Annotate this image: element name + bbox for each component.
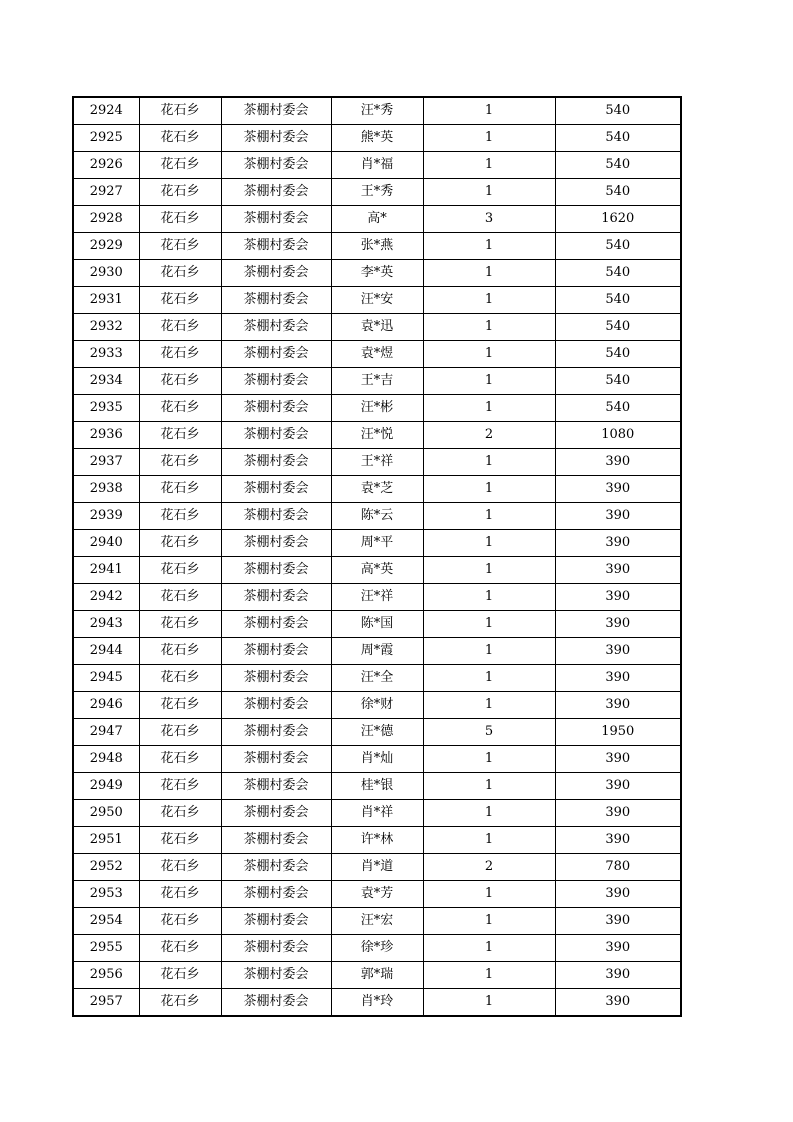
village-committee-cell: 茶棚村委会 xyxy=(221,260,331,287)
person-count-cell: 1 xyxy=(423,611,555,638)
row-number-cell: 2952 xyxy=(73,854,139,881)
table-row xyxy=(73,422,681,449)
village-committee-cell: 茶棚村委会 xyxy=(221,287,331,314)
person-count-cell: 1 xyxy=(423,908,555,935)
row-number-cell: 2944 xyxy=(73,638,139,665)
amount-cell: 390 xyxy=(555,638,681,665)
table-row xyxy=(73,206,681,233)
township-cell: 花石乡 xyxy=(139,449,221,476)
table-row xyxy=(73,989,681,1017)
name-cell: 桂*银 xyxy=(331,773,423,800)
village-committee-cell: 茶棚村委会 xyxy=(221,692,331,719)
amount-cell: 390 xyxy=(555,584,681,611)
name-cell: 张*燕 xyxy=(331,233,423,260)
amount-cell: 390 xyxy=(555,530,681,557)
village-committee-cell: 茶棚村委会 xyxy=(221,962,331,989)
township-cell: 花石乡 xyxy=(139,557,221,584)
table-row xyxy=(73,962,681,989)
name-cell: 汪*祥 xyxy=(331,584,423,611)
village-committee-cell: 茶棚村委会 xyxy=(221,152,331,179)
table-row xyxy=(73,881,681,908)
table-row xyxy=(73,638,681,665)
row-number-cell: 2945 xyxy=(73,665,139,692)
roster-body xyxy=(73,97,681,1016)
row-number-cell: 2940 xyxy=(73,530,139,557)
name-cell: 汪*宏 xyxy=(331,908,423,935)
name-cell: 肖*福 xyxy=(331,152,423,179)
name-cell: 王*吉 xyxy=(331,368,423,395)
township-cell: 花石乡 xyxy=(139,827,221,854)
amount-cell: 540 xyxy=(555,287,681,314)
township-cell: 花石乡 xyxy=(139,530,221,557)
table-row xyxy=(73,152,681,179)
row-number-cell: 2924 xyxy=(73,97,139,125)
village-committee-cell: 茶棚村委会 xyxy=(221,233,331,260)
row-number-cell: 2937 xyxy=(73,449,139,476)
village-committee-cell: 茶棚村委会 xyxy=(221,584,331,611)
name-cell: 周*霞 xyxy=(331,638,423,665)
row-number-cell: 2928 xyxy=(73,206,139,233)
person-count-cell: 1 xyxy=(423,962,555,989)
name-cell: 陈*国 xyxy=(331,611,423,638)
amount-cell: 390 xyxy=(555,449,681,476)
table-row xyxy=(73,665,681,692)
township-cell: 花石乡 xyxy=(139,287,221,314)
amount-cell: 1620 xyxy=(555,206,681,233)
table-row xyxy=(73,503,681,530)
amount-cell: 390 xyxy=(555,908,681,935)
name-cell: 徐*财 xyxy=(331,692,423,719)
amount-cell: 540 xyxy=(555,314,681,341)
table-row xyxy=(73,719,681,746)
row-number-cell: 2927 xyxy=(73,179,139,206)
name-cell: 许*林 xyxy=(331,827,423,854)
township-cell: 花石乡 xyxy=(139,152,221,179)
person-count-cell: 1 xyxy=(423,989,555,1017)
table-row xyxy=(73,530,681,557)
name-cell: 肖*祥 xyxy=(331,800,423,827)
table-row xyxy=(73,611,681,638)
township-cell: 花石乡 xyxy=(139,503,221,530)
village-committee-cell: 茶棚村委会 xyxy=(221,476,331,503)
person-count-cell: 1 xyxy=(423,125,555,152)
name-cell: 汪*彬 xyxy=(331,395,423,422)
person-count-cell: 1 xyxy=(423,395,555,422)
table-row xyxy=(73,97,681,125)
name-cell: 汪*德 xyxy=(331,719,423,746)
row-number-cell: 2954 xyxy=(73,908,139,935)
person-count-cell: 1 xyxy=(423,827,555,854)
township-cell: 花石乡 xyxy=(139,746,221,773)
village-committee-cell: 茶棚村委会 xyxy=(221,179,331,206)
township-cell: 花石乡 xyxy=(139,881,221,908)
person-count-cell: 1 xyxy=(423,530,555,557)
person-count-cell: 1 xyxy=(423,584,555,611)
row-number-cell: 2956 xyxy=(73,962,139,989)
township-cell: 花石乡 xyxy=(139,908,221,935)
table-row xyxy=(73,260,681,287)
person-count-cell: 1 xyxy=(423,152,555,179)
table-row xyxy=(73,314,681,341)
name-cell: 肖*道 xyxy=(331,854,423,881)
village-committee-cell: 茶棚村委会 xyxy=(221,719,331,746)
name-cell: 袁*芝 xyxy=(331,476,423,503)
amount-cell: 540 xyxy=(555,395,681,422)
amount-cell: 390 xyxy=(555,962,681,989)
village-committee-cell: 茶棚村委会 xyxy=(221,935,331,962)
person-count-cell: 1 xyxy=(423,557,555,584)
row-number-cell: 2953 xyxy=(73,881,139,908)
table-row xyxy=(73,773,681,800)
table-row xyxy=(73,692,681,719)
township-cell: 花石乡 xyxy=(139,962,221,989)
person-count-cell: 1 xyxy=(423,638,555,665)
village-committee-cell: 茶棚村委会 xyxy=(221,881,331,908)
township-cell: 花石乡 xyxy=(139,989,221,1017)
amount-cell: 1950 xyxy=(555,719,681,746)
village-committee-cell: 茶棚村委会 xyxy=(221,908,331,935)
name-cell: 高*英 xyxy=(331,557,423,584)
village-committee-cell: 茶棚村委会 xyxy=(221,557,331,584)
table-row xyxy=(73,800,681,827)
row-number-cell: 2957 xyxy=(73,989,139,1017)
row-number-cell: 2941 xyxy=(73,557,139,584)
table-row xyxy=(73,908,681,935)
name-cell: 王*祥 xyxy=(331,449,423,476)
table-row xyxy=(73,854,681,881)
person-count-cell: 1 xyxy=(423,341,555,368)
amount-cell: 540 xyxy=(555,125,681,152)
amount-cell: 540 xyxy=(555,152,681,179)
table-row xyxy=(73,341,681,368)
row-number-cell: 2950 xyxy=(73,800,139,827)
row-number-cell: 2946 xyxy=(73,692,139,719)
amount-cell: 540 xyxy=(555,368,681,395)
name-cell: 周*平 xyxy=(331,530,423,557)
name-cell: 袁*迅 xyxy=(331,314,423,341)
amount-cell: 390 xyxy=(555,773,681,800)
name-cell: 郭*瑞 xyxy=(331,962,423,989)
township-cell: 花石乡 xyxy=(139,97,221,125)
township-cell: 花石乡 xyxy=(139,476,221,503)
village-committee-cell: 茶棚村委会 xyxy=(221,989,331,1017)
amount-cell: 390 xyxy=(555,881,681,908)
township-cell: 花石乡 xyxy=(139,341,221,368)
table-row xyxy=(73,584,681,611)
person-count-cell: 1 xyxy=(423,314,555,341)
table-row xyxy=(73,746,681,773)
amount-cell: 540 xyxy=(555,260,681,287)
row-number-cell: 2942 xyxy=(73,584,139,611)
township-cell: 花石乡 xyxy=(139,422,221,449)
person-count-cell: 5 xyxy=(423,719,555,746)
person-count-cell: 1 xyxy=(423,800,555,827)
person-count-cell: 2 xyxy=(423,422,555,449)
amount-cell: 540 xyxy=(555,341,681,368)
amount-cell: 390 xyxy=(555,935,681,962)
person-count-cell: 1 xyxy=(423,746,555,773)
table-row xyxy=(73,287,681,314)
village-committee-cell: 茶棚村委会 xyxy=(221,125,331,152)
amount-cell: 390 xyxy=(555,611,681,638)
township-cell: 花石乡 xyxy=(139,719,221,746)
village-committee-cell: 茶棚村委会 xyxy=(221,854,331,881)
amount-cell: 390 xyxy=(555,746,681,773)
township-cell: 花石乡 xyxy=(139,314,221,341)
person-count-cell: 1 xyxy=(423,476,555,503)
township-cell: 花石乡 xyxy=(139,125,221,152)
amount-cell: 390 xyxy=(555,665,681,692)
amount-cell: 390 xyxy=(555,503,681,530)
row-number-cell: 2935 xyxy=(73,395,139,422)
township-cell: 花石乡 xyxy=(139,368,221,395)
village-committee-cell: 茶棚村委会 xyxy=(221,638,331,665)
roster-table xyxy=(72,96,682,1017)
row-number-cell: 2930 xyxy=(73,260,139,287)
township-cell: 花石乡 xyxy=(139,692,221,719)
name-cell: 高* xyxy=(331,206,423,233)
township-cell: 花石乡 xyxy=(139,800,221,827)
township-cell: 花石乡 xyxy=(139,206,221,233)
name-cell: 陈*云 xyxy=(331,503,423,530)
person-count-cell: 1 xyxy=(423,503,555,530)
village-committee-cell: 茶棚村委会 xyxy=(221,773,331,800)
row-number-cell: 2943 xyxy=(73,611,139,638)
row-number-cell: 2955 xyxy=(73,935,139,962)
village-committee-cell: 茶棚村委会 xyxy=(221,665,331,692)
table-row xyxy=(73,179,681,206)
person-count-cell: 3 xyxy=(423,206,555,233)
name-cell: 肖*玲 xyxy=(331,989,423,1017)
table-row xyxy=(73,368,681,395)
person-count-cell: 1 xyxy=(423,449,555,476)
person-count-cell: 1 xyxy=(423,692,555,719)
name-cell: 熊*英 xyxy=(331,125,423,152)
amount-cell: 390 xyxy=(555,557,681,584)
township-cell: 花石乡 xyxy=(139,611,221,638)
row-number-cell: 2938 xyxy=(73,476,139,503)
village-committee-cell: 茶棚村委会 xyxy=(221,530,331,557)
table-row xyxy=(73,125,681,152)
person-count-cell: 1 xyxy=(423,368,555,395)
amount-cell: 390 xyxy=(555,476,681,503)
person-count-cell: 1 xyxy=(423,233,555,260)
amount-cell: 540 xyxy=(555,233,681,260)
row-number-cell: 2948 xyxy=(73,746,139,773)
township-cell: 花石乡 xyxy=(139,179,221,206)
row-number-cell: 2933 xyxy=(73,341,139,368)
row-number-cell: 2951 xyxy=(73,827,139,854)
name-cell: 袁*煜 xyxy=(331,341,423,368)
township-cell: 花石乡 xyxy=(139,233,221,260)
table-row xyxy=(73,935,681,962)
name-cell: 汪*全 xyxy=(331,665,423,692)
person-count-cell: 1 xyxy=(423,881,555,908)
name-cell: 汪*悦 xyxy=(331,422,423,449)
village-committee-cell: 茶棚村委会 xyxy=(221,206,331,233)
table-row xyxy=(73,557,681,584)
person-count-cell: 1 xyxy=(423,935,555,962)
township-cell: 花石乡 xyxy=(139,773,221,800)
amount-cell: 540 xyxy=(555,179,681,206)
amount-cell: 390 xyxy=(555,800,681,827)
village-committee-cell: 茶棚村委会 xyxy=(221,503,331,530)
table-row xyxy=(73,233,681,260)
row-number-cell: 2925 xyxy=(73,125,139,152)
name-cell: 肖*灿 xyxy=(331,746,423,773)
table-row xyxy=(73,827,681,854)
row-number-cell: 2934 xyxy=(73,368,139,395)
table-row xyxy=(73,395,681,422)
person-count-cell: 1 xyxy=(423,97,555,125)
amount-cell: 390 xyxy=(555,692,681,719)
amount-cell: 1080 xyxy=(555,422,681,449)
township-cell: 花石乡 xyxy=(139,395,221,422)
amount-cell: 390 xyxy=(555,989,681,1017)
person-count-cell: 1 xyxy=(423,179,555,206)
amount-cell: 540 xyxy=(555,97,681,125)
row-number-cell: 2939 xyxy=(73,503,139,530)
row-number-cell: 2949 xyxy=(73,773,139,800)
row-number-cell: 2932 xyxy=(73,314,139,341)
village-committee-cell: 茶棚村委会 xyxy=(221,422,331,449)
person-count-cell: 1 xyxy=(423,287,555,314)
village-committee-cell: 茶棚村委会 xyxy=(221,800,331,827)
name-cell: 汪*安 xyxy=(331,287,423,314)
table-row xyxy=(73,476,681,503)
row-number-cell: 2947 xyxy=(73,719,139,746)
row-number-cell: 2936 xyxy=(73,422,139,449)
row-number-cell: 2931 xyxy=(73,287,139,314)
person-count-cell: 1 xyxy=(423,773,555,800)
township-cell: 花石乡 xyxy=(139,260,221,287)
person-count-cell: 2 xyxy=(423,854,555,881)
village-committee-cell: 茶棚村委会 xyxy=(221,97,331,125)
township-cell: 花石乡 xyxy=(139,584,221,611)
name-cell: 袁*芳 xyxy=(331,881,423,908)
amount-cell: 780 xyxy=(555,854,681,881)
village-committee-cell: 茶棚村委会 xyxy=(221,395,331,422)
table-row xyxy=(73,449,681,476)
name-cell: 李*英 xyxy=(331,260,423,287)
name-cell: 王*秀 xyxy=(331,179,423,206)
township-cell: 花石乡 xyxy=(139,638,221,665)
person-count-cell: 1 xyxy=(423,665,555,692)
village-committee-cell: 茶棚村委会 xyxy=(221,827,331,854)
village-committee-cell: 茶棚村委会 xyxy=(221,449,331,476)
amount-cell: 390 xyxy=(555,827,681,854)
township-cell: 花石乡 xyxy=(139,665,221,692)
village-committee-cell: 茶棚村委会 xyxy=(221,746,331,773)
village-committee-cell: 茶棚村委会 xyxy=(221,611,331,638)
township-cell: 花石乡 xyxy=(139,854,221,881)
name-cell: 汪*秀 xyxy=(331,97,423,125)
village-committee-cell: 茶棚村委会 xyxy=(221,368,331,395)
village-committee-cell: 茶棚村委会 xyxy=(221,314,331,341)
village-committee-cell: 茶棚村委会 xyxy=(221,341,331,368)
row-number-cell: 2926 xyxy=(73,152,139,179)
name-cell: 徐*珍 xyxy=(331,935,423,962)
person-count-cell: 1 xyxy=(423,260,555,287)
township-cell: 花石乡 xyxy=(139,935,221,962)
row-number-cell: 2929 xyxy=(73,233,139,260)
